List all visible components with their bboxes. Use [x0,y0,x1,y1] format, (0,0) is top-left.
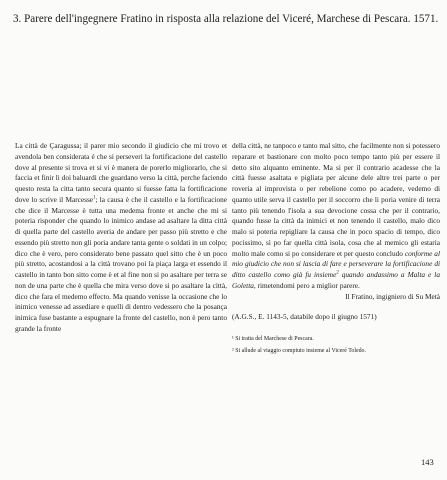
page-number: 143 [421,457,434,467]
left-column [15,141,227,335]
italic-text: conforme al mio giudicio che non si lascia di fare e perseverare la fortificacione di ditto castello como già fu insieme [232,248,440,279]
body-paragraph-right [232,141,440,292]
body-paragraph-left [15,141,227,335]
footnote-ref-2[interactable]: 2 [336,270,339,276]
body-text: della città, ne tanpoco e tanto mal sitto, che facilmente non si potessero reparare et bastionare con molto poco tempo tanto più per essere il detto sito alquanto eminente. Ma si per il contrario acadesse che la città fuesse asaltata e pigliata per alcune dele altre trei parte o per roveria al improvista o per rebelione como po acadere, vedemo di quanto utile serva il castello per il soccorro che li poria venire di terra tanto più tenendo l'isola a sua devocione cossa che per il contrario, quando fusse la città da inimici et non tenendo il castello, malo dico malo si poteria repigliare la causa che in poco spacio di tempo, dico pocissimo, sì po far quella città isola, cosa che al memico gli estaria molto male como si po considerare et per questo concludo [232,141,440,258]
right-column [232,141,440,359]
archival-source: (A.G.S., E. 1143-5, databile dopo il giugno 1571) [232,312,377,322]
footnote-1: ¹ Si tratta del Marchese di Pescara. [232,336,314,342]
italic-text: quando andassimo a Malta e la Goletta, [232,270,440,290]
chapter-heading: 3. Parere dell'ingegnere Fratino in risposta alla relazione del Viceré, Marchese di Pescara. 1571. [13,13,439,25]
body-text: La città de Çaragussa; il parer mio secondo il giudicio che mi trovo et avendola ben considerata é che si perseveri la fortificacione del castello dove al presente si trova et si vi è manera de porerlo migliorarlo, che si faccia et finir li doi baluardi che guardano verso la città, perche faciendo questo resta la citta tanto secura quanto si fuesse fatta la fortificacione dove lo scrive il Marcesse [15,141,227,204]
footnotes [232,335,440,356]
signature: Il Fratino, ingigniero di Su Metà [345,291,440,301]
footnote-ref-1[interactable]: 1 [93,195,96,201]
footnote-2: ² Si allude al viaggio compiuto insieme al Viceré Toledo. [232,348,366,354]
body-text: rimetendomi pero a miglior parere. [255,280,360,290]
body-text: ; la causa è che il castello e la fortificacione che dice il Marcesse è tutta una medema fronte et anche che mi si poteria risponder che quando lo inimico andase ad asaltare la ditta città di quella parte del castello averia de andare per passo più stretto e che essendo più stretto non gli poria andare tanta gente o soldati in un colpo; dico che è vero, pero considerato bene passato quel sitto che è un poco più stretto, acostandosi a la città trovano poi la piaça larga et essendo il castello in tanto bon sitto come è et al fine non si po asaltare per terra se non de una parte che è quella che mira verso dove si po asaltare la città, dico che fara el medemo effecto. Ma quando venisse la occasione che lo inimico venesse ad assediare e quelli di dentro vedessero che la posança inimica fuse bastante a espugnare la fronte del castello, non è pero tanto grande la fronte [15,194,227,333]
